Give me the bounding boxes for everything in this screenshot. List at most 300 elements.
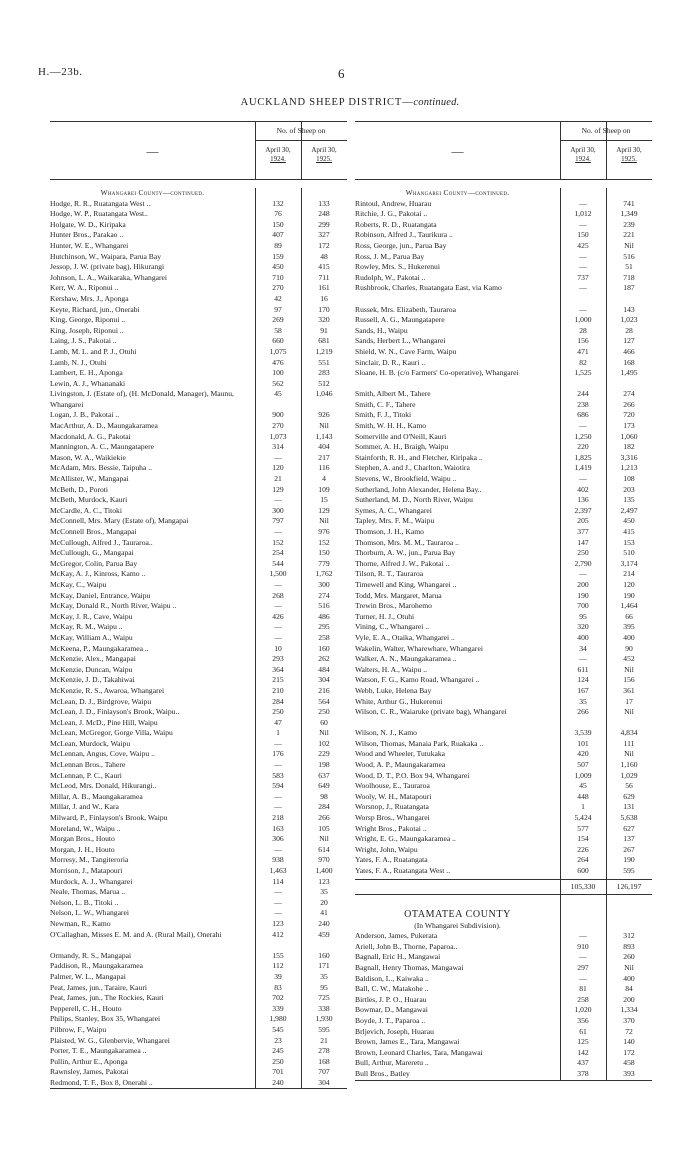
owner-name: Watson, F. G., Kamo Road, Whangarei ..: [355, 675, 480, 685]
table-row: [355, 262, 652, 273]
sheep-1924: —: [579, 251, 587, 261]
owner-name: Peat, James, jun., Taraire, Kauri: [50, 982, 147, 992]
table-row: [355, 931, 652, 942]
sheep-1924: 132: [272, 198, 284, 208]
sheep-1924: 136: [577, 495, 589, 505]
sheep-1924: 250: [272, 707, 284, 717]
owner-name: Baldison, L., Kaiwaka ..: [355, 973, 429, 983]
owner-name: McLean, D. J., Birdgrove, Waipu: [50, 696, 152, 706]
sheep-1925: 135: [623, 495, 635, 505]
owner-name: McLennan, Angus, Cove, Waipu ..: [50, 749, 155, 759]
owner-name: Sands, H., Waipu: [355, 325, 408, 335]
owner-name: Ball, C. W., Matakohe ..: [355, 984, 429, 994]
table-row: [50, 548, 347, 559]
table-row: [355, 1005, 652, 1016]
sheep-1924: 797: [272, 516, 284, 526]
owner-name: Worsp Bros., Whangarei: [355, 813, 430, 823]
owner-name: Rushbrook, Charles, Ruatangata East, via Kamo: [355, 283, 502, 293]
table-row: [355, 273, 652, 284]
sheep-1925: 51: [625, 262, 633, 272]
sheep-1925: 274: [318, 590, 330, 600]
table-row: [355, 995, 652, 1006]
sheep-1925: 893: [623, 941, 635, 951]
owner-name: Pilbrow, F., Waipu: [50, 1024, 107, 1034]
left-table-body: [50, 188, 347, 1088]
sheep-1924: 264: [577, 855, 589, 865]
sheep-1924: 215: [272, 675, 284, 685]
sheep-1924: —: [579, 973, 587, 983]
sheep-1925: 614: [318, 844, 330, 854]
sheep-1924: —: [579, 474, 587, 484]
table-row: [50, 389, 347, 410]
sheep-1924: 23: [274, 1035, 282, 1045]
table-row: [50, 1078, 347, 1089]
owner-name: Milward, P., Finlayson's Brook, Waipu: [50, 813, 168, 823]
sheep-1925: 260: [623, 952, 635, 962]
owner-name: Sloane, H. B. (c/o Farmers' Co-operative), Whangarei: [355, 368, 519, 378]
sheep-1924: 450: [272, 262, 284, 272]
table-row: [355, 580, 652, 591]
sheep-1924: 123: [272, 918, 284, 928]
owner-name: Logan, J. B., Pakotai ..: [50, 410, 120, 420]
sheep-1924: 1,980: [269, 1014, 287, 1024]
sheep-1925: 105: [318, 823, 330, 833]
sheep-1925: 564: [318, 696, 330, 706]
county-heading: OTAMATEA COUNTY: [404, 908, 511, 920]
owner-name: Wright, E. G., Maungakaramea ..: [355, 834, 456, 844]
sheep-1925: 1,464: [620, 601, 638, 611]
owner-name: Smith, F. J., Titoki: [355, 410, 412, 420]
sheep-1925: 595: [623, 866, 635, 875]
table-row: [355, 199, 652, 210]
owner-name: McKay, Daniel, Entrance, Waipu: [50, 590, 151, 600]
table-row: [355, 984, 652, 995]
sheep-1924: 28: [579, 325, 587, 335]
table-row: [50, 199, 347, 210]
owner-name: Woolhouse, E., Tauraroa: [355, 781, 430, 791]
table-row: [50, 1046, 347, 1057]
table-row: [355, 1027, 652, 1038]
sheep-1924: 1,500: [269, 569, 287, 579]
owner-name: Newman, R., Kamo: [50, 918, 111, 928]
sheep-count-group-label: No. of Sheep on: [276, 126, 326, 135]
sheep-1924: 120: [272, 463, 284, 473]
sheep-1925: 35: [320, 887, 328, 897]
sheep-1925: 1,349: [620, 209, 638, 219]
sheep-1924: 124: [577, 675, 589, 685]
table-row: [50, 1036, 347, 1047]
owner-name: Sommer, A. H., Braigh, Waipu: [355, 442, 449, 452]
sheep-1925: 627: [623, 823, 635, 833]
sheep-1924: 507: [577, 760, 589, 770]
sheep-1924: 702: [272, 993, 284, 1003]
table-row: [50, 887, 347, 898]
sheep-1925: 216: [318, 685, 330, 695]
sheep-1924: —: [579, 421, 587, 431]
sheep-1925: 404: [318, 442, 330, 452]
sheep-1924: 420: [577, 749, 589, 759]
table-row: [50, 771, 347, 782]
sheep-1924: 226: [577, 844, 589, 854]
owner-name: Palmer, W. L., Mangapai: [50, 971, 126, 981]
owner-name: Somerville and O'Neill, Kauri: [355, 431, 447, 441]
table-row: [355, 697, 652, 708]
sheep-1925: 15: [320, 495, 328, 505]
owner-name: Wood and Wheeler, Tutukaka: [355, 749, 446, 759]
sheep-1924: 21: [274, 474, 282, 484]
owner-name: Brown, James E., Tara, Mangawai: [355, 1037, 460, 1047]
sheep-1925: 16: [320, 293, 328, 303]
sheep-1925: 170: [318, 304, 330, 314]
owner-name: Sutherland, M. D., North River, Waipu: [355, 495, 473, 505]
sheep-1925: 41: [320, 908, 328, 918]
table-row: [50, 728, 347, 739]
col-1925-header: April 30, 1925.: [616, 146, 642, 163]
owner-name: Porter, T. E., Maungakaramea ..: [50, 1046, 147, 1056]
sheep-1924: 293: [272, 654, 284, 664]
table-row: [50, 368, 347, 379]
sheep-1924: 660: [272, 336, 284, 346]
table-row: [355, 644, 652, 655]
sheep-1924: 600: [577, 866, 589, 875]
sheep-1924: 686: [577, 410, 589, 420]
table-row: [355, 654, 652, 665]
sheep-1924: 356: [577, 1015, 589, 1025]
table-row: [355, 855, 652, 866]
sheep-1925: 28: [625, 325, 633, 335]
sheep-1924: 35: [579, 696, 587, 706]
owner-name: McAllister, W., Mangapai: [50, 474, 129, 484]
sheep-1925: 779: [318, 558, 330, 568]
sheep-1925: 190: [623, 855, 635, 865]
owner-name: Peat, James, jun., The Rockies, Kauri: [50, 993, 164, 1003]
sheep-1924: 34: [579, 643, 587, 653]
owner-name: Wood, D. T., P.O. Box 94, Whangarei: [355, 770, 470, 780]
table-row: [355, 1016, 652, 1027]
sheep-1924: 544: [272, 558, 284, 568]
sheep-1924: 1,020: [574, 1005, 592, 1015]
owner-name: Johnson, L. A., Waikaraka, Whangarei: [50, 272, 167, 282]
table-row: [50, 739, 347, 750]
owner-name: Lamb, N. J., Otuhi: [50, 357, 107, 367]
sheep-1924: 150: [577, 230, 589, 240]
owner-name: Morrison, J., Matapouri: [50, 866, 123, 875]
right-table-body: [355, 188, 652, 1080]
sheep-1925: Nil: [624, 707, 634, 717]
sheep-1924: 611: [577, 664, 589, 674]
sheep-1924: 250: [272, 1056, 284, 1066]
owner-name: McCullough, G., Mangapai: [50, 548, 134, 558]
sheep-1924: 938: [272, 855, 284, 865]
table-row: [50, 749, 347, 760]
owner-name: Bull Bros., Batley: [355, 1068, 410, 1078]
table-row: [50, 559, 347, 570]
table-row: [50, 527, 347, 538]
sheep-1924: —: [579, 304, 587, 314]
sheep-1925: 266: [623, 399, 635, 409]
owner-name: Hodge, W. P., Ruatangata West..: [50, 209, 148, 219]
owner-name: Mason, W. A., Waikiekie: [50, 452, 126, 462]
table-row: [50, 1025, 347, 1036]
owner-name: Rowley, Mrs. S., Hukerenui: [355, 262, 440, 272]
table-row: [355, 220, 652, 231]
table-row: [355, 686, 652, 697]
owner-name: McKay, C., Waipu: [50, 579, 107, 589]
table-row: [50, 686, 347, 697]
sheep-1925: 1,930: [315, 1014, 333, 1024]
sheep-1925: 172: [623, 1047, 635, 1057]
sheep-1925: 516: [318, 601, 330, 611]
sheep-1925: 140: [623, 1037, 635, 1047]
owner-name: McKenzie, R. S., Awaroa, Whangarei: [50, 685, 165, 695]
sheep-1924: 737: [577, 272, 589, 282]
table-row: [355, 963, 652, 974]
page-title: [0, 97, 700, 108]
table-row: [50, 569, 347, 580]
table-row: [355, 760, 652, 771]
owner-name: Morgan Bros., Houto: [50, 834, 115, 844]
owner-name: McLean, McGregor, Gorge Villa, Waipu: [50, 728, 173, 738]
sheep-1925: 156: [623, 675, 635, 685]
sheep-1924: 245: [272, 1046, 284, 1056]
sheep-1925: 266: [318, 813, 330, 823]
owner-name: Rintoul, Andrew, Huarau: [355, 198, 432, 208]
sheep-1924: 238: [577, 399, 589, 409]
sheep-1925: 1,213: [620, 463, 638, 473]
sheep-1925: 741: [623, 198, 635, 208]
sheep-1924: 402: [577, 484, 589, 494]
table-row: [50, 898, 347, 909]
table-row: [355, 241, 652, 252]
owner-name: Todd, Mrs. Margaret, Marua: [355, 590, 442, 600]
sheep-1925: 320: [318, 315, 330, 325]
sheep-1924: 306: [272, 834, 284, 844]
owner-name: Shield, W. N., Cave Farm, Waipu: [355, 346, 457, 356]
right-column-table: [355, 121, 652, 1081]
owner-name: Smith, Albert M., Tahere: [355, 389, 431, 399]
sheep-1924: 910: [577, 941, 589, 951]
sheep-1924: 545: [272, 1024, 284, 1034]
sheep-1925: 370: [623, 1015, 635, 1025]
sheep-1924: —: [274, 579, 282, 589]
sheep-1925: 2,497: [620, 505, 638, 515]
sheep-1924: —: [274, 495, 282, 505]
owner-name: Robinson, Alfred J., Taurikura ..: [355, 230, 453, 240]
sheep-1925: 48: [320, 251, 328, 261]
sheep-1925: Nil: [624, 962, 634, 972]
table-row: [355, 209, 652, 220]
table-row: [50, 1057, 347, 1068]
sheep-1925: 718: [623, 272, 635, 282]
sheep-1925: 160: [318, 643, 330, 653]
table-row: [50, 463, 347, 474]
sheep-1925: 66: [625, 611, 633, 621]
sheep-1924: —: [579, 569, 587, 579]
sheep-1925: 295: [318, 622, 330, 632]
owner-name: Livingston, J. (Estate of), (H. McDonald, Manager), Maunu, Whangarei: [50, 389, 234, 409]
table-row: [50, 538, 347, 549]
table-row: [355, 771, 652, 782]
owner-name: Rudolph, W., Pakotai ..: [355, 272, 426, 282]
sheep-1925: 649: [318, 781, 330, 791]
sheep-1924: 254: [272, 548, 284, 558]
table-row: [355, 622, 652, 633]
sheep-1925: 98: [320, 791, 328, 801]
sheep-1924: —: [274, 791, 282, 801]
sheep-1925: 299: [318, 219, 330, 229]
owner-column-header: —: [146, 144, 159, 158]
sheep-1924: 167: [577, 685, 589, 695]
sheep-1924: 112: [272, 961, 284, 971]
owner-name: McCardle, A. C., Titoki: [50, 505, 122, 515]
sheep-1925: 327: [318, 230, 330, 240]
table-row: [355, 326, 652, 337]
title-continued: continued.: [413, 97, 460, 108]
owner-name: Wood, A. P., Maungakaramea: [355, 760, 446, 770]
sheep-1924: 156: [577, 336, 589, 346]
sheep-1925: 637: [318, 770, 330, 780]
sheep-1925: 4: [322, 474, 326, 484]
sheep-1924: 76: [274, 209, 282, 219]
owner-name: McKay, R. M., Waipu ..: [50, 622, 123, 632]
table-row: [50, 718, 347, 729]
sheep-1925: 629: [623, 791, 635, 801]
sheep-1925: 133: [318, 198, 330, 208]
sheep-1924: 150: [272, 219, 284, 229]
total-label: [355, 880, 560, 894]
sheep-1925: 72: [625, 1026, 633, 1036]
sheep-1924: —: [579, 283, 587, 293]
table-row: [355, 474, 652, 485]
sheep-1924: —: [274, 601, 282, 611]
total-row: [355, 879, 652, 895]
sheep-1924: 1,463: [269, 866, 287, 875]
sheep-1925: 3,174: [620, 558, 638, 568]
sheep-1925: 262: [318, 654, 330, 664]
table-row: [50, 760, 347, 771]
table-row: [50, 432, 347, 443]
table-row: [50, 347, 347, 358]
sheep-1924: 81: [579, 984, 587, 994]
sheep-1924: 577: [577, 823, 589, 833]
sheep-1925: 137: [623, 834, 635, 844]
sheep-1925: 595: [318, 1024, 330, 1034]
sheep-1925: 338: [318, 1003, 330, 1013]
table-row: [355, 453, 652, 464]
table-row: [355, 389, 652, 400]
sheep-1924: 95: [579, 611, 587, 621]
sheep-1924: —: [274, 760, 282, 770]
owner-name: Thomson, Mrs. M. M., Tauraroa ..: [355, 537, 459, 547]
sheep-1924: 10: [274, 643, 282, 653]
owner-name: Wakelin, Walter, Wharewhare, Whangarei: [355, 643, 483, 653]
sheep-1924: 314: [272, 442, 284, 452]
sheep-1924: 205: [577, 516, 589, 526]
sheep-1925: 486: [318, 611, 330, 621]
table-row: [50, 220, 347, 231]
sheep-1925: 720: [623, 410, 635, 420]
table-row: [355, 824, 652, 835]
sheep-1925: 116: [318, 463, 330, 473]
owner-name: McLean, Murdock, Waipu: [50, 738, 131, 748]
table-row: [50, 908, 347, 919]
owner-name: Roberts, R. D., Ruatangata: [355, 219, 437, 229]
owner-name: Rawnsley, James, Pakotai: [50, 1067, 129, 1077]
owner-name: Vining, C., Whangarei ..: [355, 622, 430, 632]
owner-name: Murdock, A. J., Whangarei: [50, 876, 133, 886]
title-main: AUCKLAND SHEEP DISTRICT—: [240, 97, 414, 108]
owner-name: Moreland, W., Waipu ..: [50, 823, 121, 833]
sheep-1924: 45: [579, 781, 587, 791]
table-row: [50, 209, 347, 220]
sheep-1925: 278: [318, 1046, 330, 1056]
sheep-1924: —: [274, 632, 282, 642]
sheep-1925: 150: [318, 548, 330, 558]
owner-name: Pepperell, C. H., Houto: [50, 1003, 122, 1013]
col-1924-header: April 30, 1924.: [570, 146, 596, 163]
owner-name: Nelson, L. W., Whangarei: [50, 908, 129, 918]
sheep-1925: 108: [623, 474, 635, 484]
owner-name: Vyle, E. A., Otaika, Whangarei ..: [355, 632, 455, 642]
table-row: [50, 442, 347, 453]
sheep-1925: 250: [318, 707, 330, 717]
owner-name: Laing, J. S., Pakotai ..: [50, 336, 117, 346]
sheep-1925: 111: [623, 738, 635, 748]
table-row: [355, 485, 652, 496]
table-row: [355, 336, 652, 347]
owner-name: McLennan Bros., Tahere: [50, 760, 126, 770]
table-row: [50, 993, 347, 1004]
owner-name: Kershaw, Mrs. J., Aponga: [50, 293, 129, 303]
sheep-1925: 1,060: [620, 431, 638, 441]
sheep-1925: 190: [623, 590, 635, 600]
table-row: [355, 527, 652, 538]
table-row: [355, 305, 652, 316]
sheep-1924: 378: [577, 1068, 589, 1078]
table-row: [50, 485, 347, 496]
sheep-1924: 101: [577, 738, 589, 748]
sheep-1925: 1,400: [315, 866, 333, 875]
owner-name: Worsnop, J., Ruatangata: [355, 802, 429, 812]
table-row: [355, 707, 652, 728]
sheep-1925: 267: [623, 844, 635, 854]
table-row: [355, 368, 652, 389]
sheep-1924: 2,397: [574, 505, 592, 515]
table-row: [355, 665, 652, 676]
sheep-1925: 1,334: [620, 1005, 638, 1015]
sheep-1925: 926: [318, 410, 330, 420]
owner-name: McLeod, Mrs. Donald, Hikurangi..: [50, 781, 157, 791]
table-row: [50, 845, 347, 856]
sheep-1924: 448: [577, 791, 589, 801]
owner-name: Anderson, James, Pukerata: [355, 931, 438, 941]
table-row: [50, 665, 347, 676]
owner-name: McKenzie, Alex., Mangapai: [50, 654, 136, 664]
owner-name: Wilson, C. R., Waiaruke (private bag), Whangarei: [355, 707, 507, 717]
sheep-1924: 710: [272, 272, 284, 282]
sheep-1925: Nil: [624, 240, 634, 250]
owner-name: Russell, A. G., Maungatapere: [355, 315, 445, 325]
sheep-1925: 284: [318, 802, 330, 812]
table-row: [50, 294, 347, 305]
sheep-1925: 400: [623, 973, 635, 983]
table-row: [355, 974, 652, 985]
sheep-1924: —: [579, 952, 587, 962]
sheep-1925: 707: [318, 1067, 330, 1077]
table-row: [50, 622, 347, 633]
sheep-1924: 47: [274, 717, 282, 727]
sheep-1924: 425: [577, 240, 589, 250]
